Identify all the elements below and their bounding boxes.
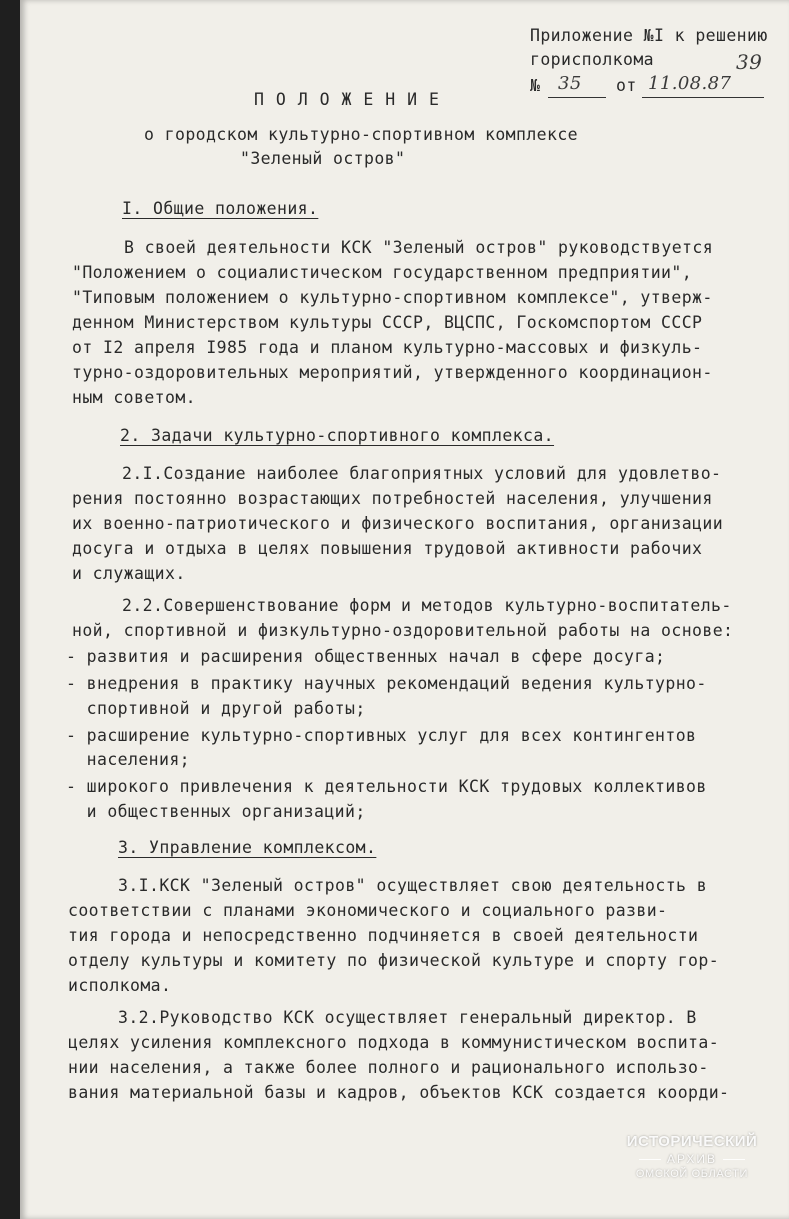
section-1-line: ным советом. [72, 388, 197, 407]
watermark-line-1: ИСТОРИЧЕСКИЙ [626, 1133, 758, 1150]
sheet-number: 39 [736, 50, 763, 74]
archive-watermark [612, 1133, 772, 1180]
bullet-line: и общественных организаций; [66, 802, 366, 821]
section-1-line: "Положением о социалистическом государственном предприятии", [72, 263, 693, 282]
section-2-heading: 2. Задачи культурно-спортивного комплекса. [120, 426, 555, 445]
document-title: П О Л О Ж Е Н И Е [254, 90, 440, 109]
section-3-1-line: 3.I.КСК "Зеленый остров" осуществляет свою деятельность в [118, 876, 708, 895]
section-2-1-line: рения постоянно возрастающих потребностей населения, улучшения [72, 489, 713, 508]
section-3-1-line: соответствии с планами экономического и социального разви- [68, 901, 668, 920]
section-2-2-line: ной, спортивной и физкультурно-оздоровительной работы на основе: [72, 621, 734, 640]
bullet-line: населения; [66, 750, 191, 769]
section-2-1-line: их военно-патриотического и физического воспитания, организации [72, 514, 724, 533]
section-1-line: от I2 апреля I985 года и планом культурно-массовых и физкуль- [72, 338, 703, 357]
section-3-1-line: тия города и непосредственно подчиняется в своей деятельности [68, 926, 699, 945]
section-3-1-line: исполкома. [68, 976, 172, 995]
section-1-line: В своей деятельности КСК "Зеленый остров" руководствуется [124, 238, 714, 257]
section-1-line: денном Министерством культуры СССР, ВЦСПС, Госкомспортом СССР [72, 313, 703, 332]
bullet-line: - развития и расширения общественных начал в сфере досуга; [66, 647, 666, 666]
date-underline [642, 97, 764, 98]
watermark-rule-icon [639, 1159, 661, 1160]
section-2-2-line: 2.2.Совершенствование форм и методов культурно-воспитатель- [122, 596, 732, 615]
section-3-2-line: вания материальной базы и кадров, объектов КСК создается коорди- [68, 1083, 730, 1102]
date-value: 11.08.87 [648, 73, 732, 94]
bullet-line: спортивной и другой работы; [66, 699, 366, 718]
bullet-line: - расширение культурно-спортивных услуг для всех контингентов [66, 726, 697, 745]
appendix-line: Приложение №I к решению [530, 26, 768, 45]
section-1-line: турно-оздоровительных мероприятий, утвержденного координацион- [72, 363, 713, 382]
section-2-1-line: и служащих. [72, 564, 186, 583]
bullet-line: - широкого привлечения к деятельности КСК трудовых коллективов [66, 777, 707, 796]
watermark-rule-icon [723, 1159, 745, 1160]
section-2-1-line: 2.I.Создание наиболее благоприятных условий для удовлетво- [122, 464, 722, 483]
watermark-line-2 [612, 1152, 772, 1166]
bullet-line: - внедрения в практику научных рекомендаций ведения культурно- [66, 674, 707, 693]
title-subline-2: "Зеленый остров" [240, 149, 406, 168]
title-subline-1: о городском культурно-спортивном комплексе [144, 125, 579, 144]
number-underline [548, 97, 606, 98]
section-3-heading: 3. Управление комплексом. [118, 838, 377, 857]
section-3-2-line: целях усиления комплексного подхода в коммунистическом воспита- [68, 1033, 720, 1052]
executive-committee-line: горисполкома [530, 50, 655, 69]
section-1-line: "Типовым положением о культурно-спортивном комплексе", утверж- [72, 288, 713, 307]
date-label: от [616, 76, 637, 95]
watermark-line-3: ОМСКОЙ ОБЛАСТИ [635, 1168, 749, 1180]
section-1-heading: I. Общие положения. [122, 199, 319, 218]
section-3-2-line: 3.2.Руководство КСК осуществляет генеральный директор. В [118, 1008, 697, 1027]
section-2-1-line: досуга и отдыха в целях повышения трудовой активности рабочих [72, 539, 703, 558]
section-3-2-line: нии населения, а также более полного и рационального использо- [68, 1058, 709, 1077]
watermark-line-2-text: АРХИВ [666, 1152, 718, 1166]
section-3-1-line: отделу культуры и комитету по физической культуре и спорту гор- [68, 951, 720, 970]
decision-number-label: № [530, 76, 541, 95]
decision-number-value: 35 [558, 73, 582, 94]
